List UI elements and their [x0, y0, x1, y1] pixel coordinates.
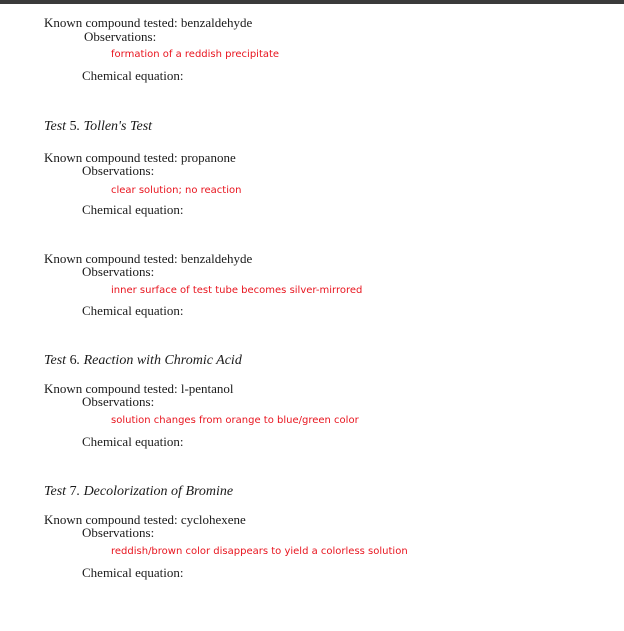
observations-label: Observations: — [82, 525, 155, 540]
observations-label: Observations: — [82, 394, 155, 409]
chemical-equation-label: Chemical equation: — [82, 202, 184, 217]
heading-test-6 — [44, 354, 242, 368]
heading-test-5 — [44, 120, 152, 134]
observation-orange-to-green: solution changes from orange to blue/green color — [111, 415, 359, 426]
observations-label: Observations: — [84, 29, 157, 44]
chemical-equation-label: Chemical equation: — [82, 565, 184, 580]
observation-clear-solution: clear solution; no reaction — [111, 185, 242, 196]
observations-label: Observations: — [82, 163, 155, 178]
known-compound-benzaldehyde-1: Known compound tested: benzaldehyde — [44, 15, 253, 30]
heading-prefix: Test — [44, 484, 70, 499]
chemical-equation-label: Chemical equation: — [82, 68, 184, 83]
heading-test-7 — [44, 485, 233, 499]
chemical-equation-label: Chemical equation: — [82, 303, 184, 318]
heading-title: . Reaction with Chromic Acid — [76, 353, 242, 368]
chemical-equation-label: Chemical equation: — [82, 434, 184, 449]
observations-label: Observations: — [82, 264, 155, 279]
observation-reddish-precipitate: formation of a reddish precipitate — [111, 49, 280, 60]
known-compound-propanone: Known compound tested: propanone — [44, 150, 236, 165]
known-compound-cyclohexene: Known compound tested: cyclohexene — [44, 512, 246, 527]
observation-bromine-decolorized: reddish/brown color disappears to yield a colorless solution — [111, 546, 408, 557]
heading-title: . Decolorization of Bromine — [76, 484, 234, 499]
observation-silver-mirror: inner surface of test tube becomes silver-mirrored — [111, 285, 363, 296]
known-compound-benzaldehyde-2: Known compound tested: benzaldehyde — [44, 251, 253, 266]
heading-prefix: Test — [44, 353, 70, 368]
heading-number: 7 — [69, 484, 77, 499]
heading-number: 5 — [69, 119, 77, 134]
heading-title: . Tollen's Test — [76, 119, 153, 134]
known-compound-pentanol: Known compound tested: l-pentanol — [44, 381, 234, 396]
document-page — [0, 4, 624, 631]
heading-number: 6 — [69, 353, 77, 368]
heading-prefix: Test — [44, 119, 70, 134]
